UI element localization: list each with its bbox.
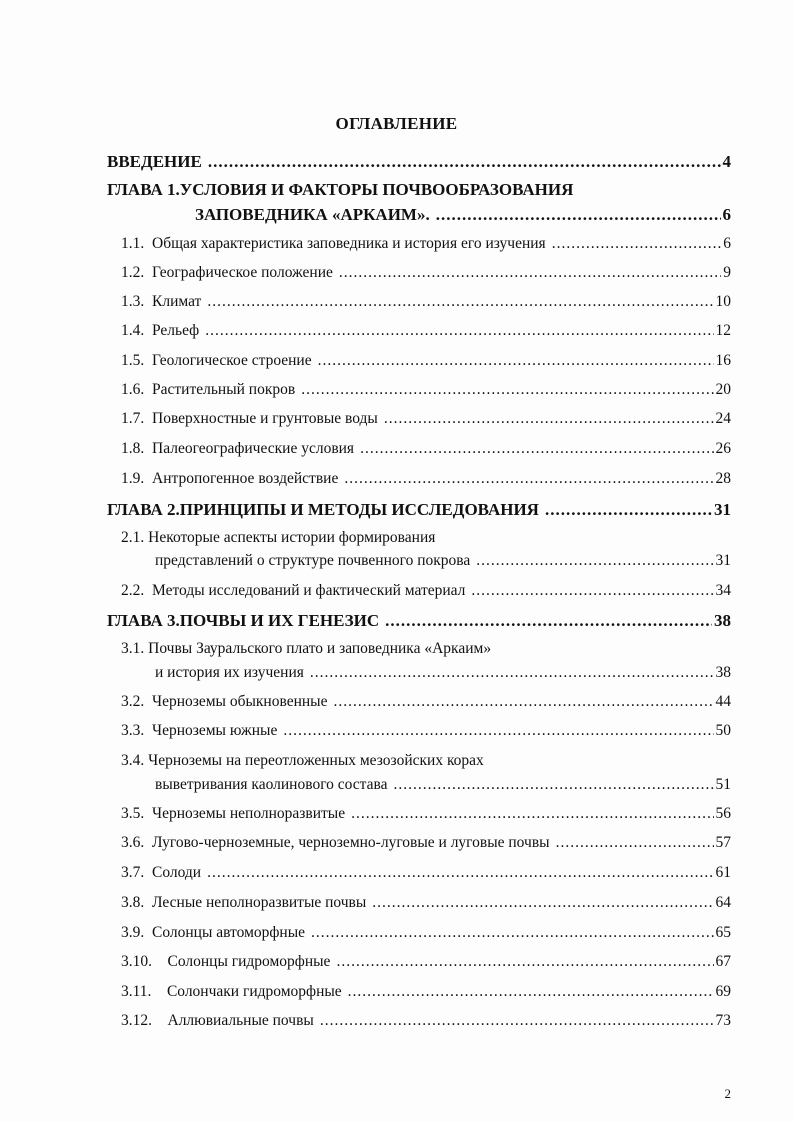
toc-entry: [121, 983, 731, 1001]
toc-entry: [121, 582, 731, 600]
toc-entry-page: 9: [723, 264, 731, 281]
section-title: Рельеф: [152, 322, 200, 339]
leader-dots: [283, 722, 713, 740]
leader-dots: [372, 894, 713, 912]
section-number: 3.5.: [121, 805, 145, 822]
leader-dots: [394, 776, 714, 794]
section-title: Черноземы обыкновенные: [152, 693, 328, 710]
leader-dots: [351, 805, 713, 823]
section-number: 3.11.: [121, 983, 152, 1000]
section-title: Черноземы южные: [152, 722, 278, 739]
section-title: Геологическое строение: [152, 352, 312, 369]
section-number: 1.5.: [121, 352, 145, 369]
toc-entry: [155, 552, 731, 570]
chapter-number: ГЛАВА 1.: [107, 180, 180, 199]
section-title-line1: Черноземы на переотложенных мезозойских корах: [148, 752, 484, 769]
leader-dots: [320, 1012, 714, 1030]
section-number: 1.2.: [121, 264, 145, 281]
toc-entry-page: 34: [715, 582, 731, 599]
leader-dots: [311, 924, 713, 942]
leader-dots: [333, 693, 713, 711]
toc-entry-label: ВВЕДЕНИЕ: [107, 152, 202, 171]
section-number: 1.8.: [121, 440, 145, 457]
section-number: 3.9.: [121, 924, 145, 941]
toc-entry: [121, 864, 731, 882]
leader-dots: [205, 322, 713, 340]
leader-dots: [310, 664, 714, 682]
section-title: Черноземы неполноразвитые: [152, 805, 346, 822]
leader-dots: [476, 552, 713, 570]
leader-dots: [436, 205, 721, 225]
section-title: Солоди: [152, 864, 202, 881]
toc-entry: [121, 235, 731, 253]
chapter1-heading: [107, 180, 573, 200]
leader-dots: [556, 834, 714, 852]
toc-entry: [121, 834, 731, 852]
section-number: 3.12.: [121, 1012, 152, 1029]
toc-entry-page: 56: [715, 805, 731, 822]
toc-entry-page: 38: [715, 664, 731, 681]
toc-entry-page: 64: [715, 894, 731, 911]
toc-entry-page: 10: [715, 293, 731, 310]
toc-entry-chapter1: [195, 205, 731, 225]
chapter-title-line1: УСЛОВИЯ И ФАКТОРЫ ПОЧВООБРАЗОВАНИЯ: [179, 180, 574, 199]
leader-dots: [207, 864, 713, 882]
leader-dots: [545, 500, 712, 520]
toc-entry-intro: [107, 152, 731, 172]
toc-entry: [121, 381, 731, 399]
toc-entry: [121, 410, 731, 428]
toc-entry-line1: [121, 752, 484, 770]
toc-entry-page: 12: [715, 322, 731, 339]
chapter-title: ПОЧВЫ И ИХ ГЕНЕЗИС: [179, 611, 380, 630]
chapter-title-line2: ЗАПОВЕДНИКА «АРКАИМ».: [195, 205, 430, 224]
toc-entry: [155, 664, 731, 682]
section-title: представлений о структуре почвенного покрова: [155, 552, 471, 569]
leader-dots: [208, 152, 721, 172]
section-title: Методы исследований и фактический материал: [152, 582, 466, 599]
section-title: Лесные неполноразвитые почвы: [152, 894, 367, 911]
toc-entry: [121, 953, 731, 971]
toc-entry-page: 69: [715, 983, 731, 1000]
section-number: 1.6.: [121, 381, 145, 398]
toc-entry: [121, 805, 731, 823]
toc-entry-page: 57: [715, 834, 731, 851]
toc-entry: [121, 722, 731, 740]
section-number: 3.3.: [121, 722, 145, 739]
section-title: Солонцы автоморфные: [152, 924, 306, 941]
section-number: 3.10.: [121, 953, 152, 970]
section-number: 3.2.: [121, 693, 145, 710]
toc-entry: [121, 352, 731, 370]
toc-entry: [121, 1012, 731, 1030]
section-title: Растительный покров: [152, 381, 296, 398]
section-title: Солончаки гидроморфные: [166, 983, 342, 1000]
leader-dots: [336, 953, 713, 971]
toc-entry-page: 6: [723, 235, 731, 252]
section-title: Палеогеографические условия: [152, 440, 355, 457]
toc-entry: [121, 440, 731, 458]
section-title: Солонцы гидроморфные: [167, 953, 331, 970]
toc-entry-line1: [121, 529, 435, 547]
section-number: 1.7.: [121, 410, 145, 427]
toc-entry-page: 4: [722, 152, 731, 171]
toc-entry-page: 31: [715, 552, 731, 569]
toc-entry-page: 31: [714, 500, 731, 519]
toc-entry-chapter3: [107, 611, 731, 631]
toc-entry-page: 44: [715, 693, 731, 710]
toc-entry-page: 6: [722, 205, 731, 224]
toc-entry-page: 28: [715, 470, 731, 487]
toc-entry: [121, 924, 731, 942]
section-title: Лугово-черноземные, черноземно-луговые и луговые почвы: [152, 834, 550, 851]
section-number: 3.8.: [121, 894, 145, 911]
toc-entry-page: 38: [714, 611, 731, 630]
leader-dots: [385, 611, 712, 631]
section-number: 3.1.: [121, 640, 145, 657]
section-title: Общая характеристика заповедника и история его изучения: [152, 235, 546, 252]
leader-dots: [318, 352, 714, 370]
section-title: Географическое положение: [152, 264, 333, 281]
section-title: выветривания каолинового состава: [155, 776, 388, 793]
toc-entry: [155, 776, 731, 794]
toc-entry-line1: [121, 640, 491, 658]
section-title: Аллювиальные почвы: [167, 1012, 314, 1029]
section-title: Климат: [152, 293, 202, 310]
toc-entry-page: 20: [715, 381, 731, 398]
section-number: 3.6.: [121, 834, 145, 851]
page-number: 2: [724, 1086, 731, 1101]
toc-entry: [121, 264, 731, 282]
toc-entry-page: 51: [715, 776, 731, 793]
leader-dots: [207, 293, 713, 311]
leader-dots: [339, 264, 721, 282]
leader-dots: [348, 983, 714, 1001]
leader-dots: [471, 582, 713, 600]
toc-entry-page: 50: [715, 722, 731, 739]
toc-entry: [121, 293, 731, 311]
leader-dots: [552, 235, 722, 253]
toc-entry-page: 26: [715, 440, 731, 457]
leader-dots: [360, 440, 713, 458]
toc-entry-chapter2: [107, 500, 731, 520]
toc-entry: [121, 693, 731, 711]
toc-entry: [121, 470, 731, 488]
section-title: Поверхностные и грунтовые воды: [152, 410, 378, 427]
toc-entry-page: 24: [715, 410, 731, 427]
section-title: Антропогенное воздействие: [152, 470, 339, 487]
toc-entry-page: 67: [715, 953, 731, 970]
section-number: 2.1.: [121, 529, 145, 546]
toc-entry-page: 61: [715, 864, 731, 881]
leader-dots: [301, 381, 713, 399]
section-number: 3.7.: [121, 864, 145, 881]
toc-entry: [121, 894, 731, 912]
leader-dots: [384, 410, 714, 428]
section-number: 1.1.: [121, 235, 145, 252]
chapter-number: ГЛАВА 2.: [107, 500, 180, 519]
toc-title: ОГЛАВЛЕНИЕ: [335, 114, 458, 133]
toc-entry-page: 65: [715, 924, 731, 941]
section-title: и история их изучения: [155, 664, 304, 681]
chapter-title: ПРИНЦИПЫ И МЕТОДЫ ИССЛЕДОВАНИЯ: [179, 500, 539, 519]
toc-entry: [121, 322, 731, 340]
section-number: 1.9.: [121, 470, 145, 487]
toc-entry-page: 73: [715, 1012, 731, 1029]
toc-entry-page: 16: [715, 352, 731, 369]
section-number: 1.4.: [121, 322, 145, 339]
section-number: 1.3.: [121, 293, 145, 310]
section-title-line1: Почвы Зауральского плато и заповедника «Аркаим»: [148, 640, 492, 657]
chapter-number: ГЛАВА 3.: [107, 611, 180, 630]
section-number: 3.4.: [121, 752, 145, 769]
leader-dots: [344, 470, 713, 488]
section-number: 2.2.: [121, 582, 145, 599]
section-title-line1: Некоторые аспекты истории формирования: [148, 529, 436, 546]
